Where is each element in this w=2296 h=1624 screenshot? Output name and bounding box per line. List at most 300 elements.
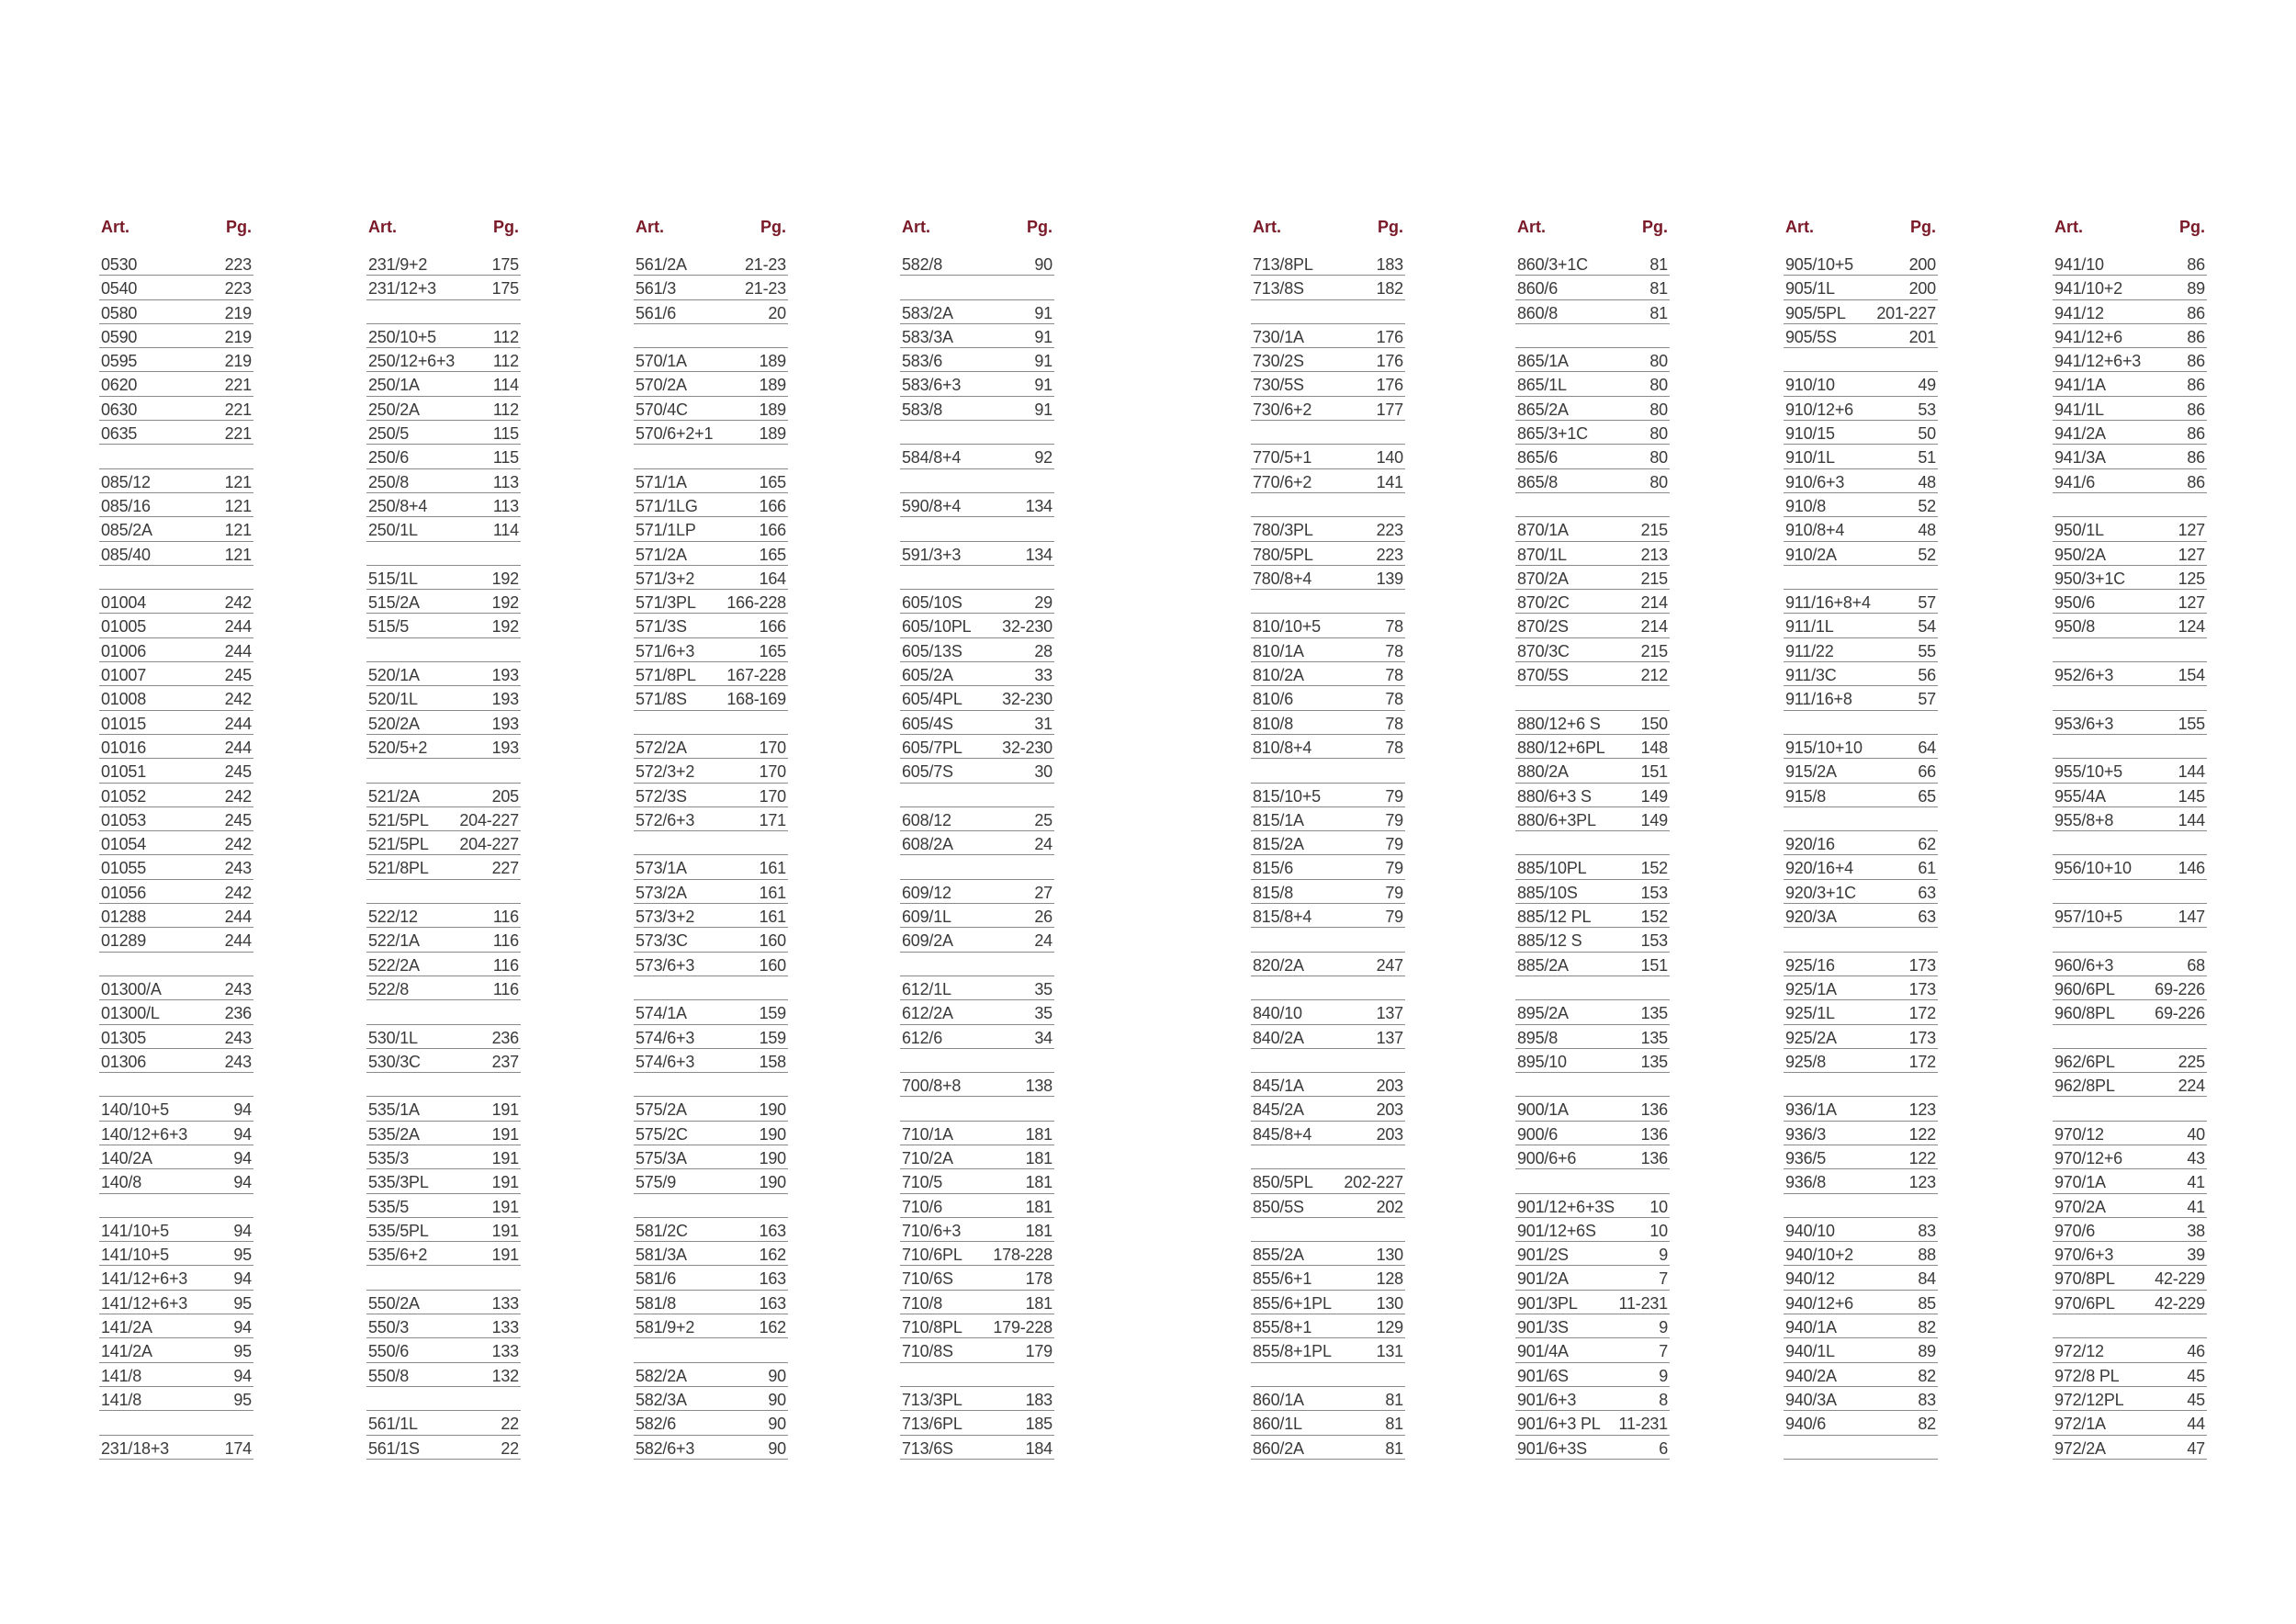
article-number: 865/1L — [1517, 376, 1567, 395]
page-number: 168-169 — [726, 690, 786, 709]
index-row-blank — [2053, 638, 2207, 662]
page-number: 166 — [759, 496, 786, 515]
article-number: 730/2S — [1253, 352, 1304, 371]
page-number: 181 — [1025, 1221, 1052, 1240]
index-row — [366, 517, 521, 541]
article-number: 141/8 — [101, 1390, 142, 1409]
page-number: 215 — [1640, 569, 1668, 588]
index-row — [2053, 324, 2207, 348]
article-number: 522/1A — [368, 931, 420, 951]
index-row — [366, 397, 521, 421]
article-number: 950/8 — [2054, 617, 2096, 637]
index-row — [1251, 904, 1405, 928]
page-number: 121 — [224, 545, 252, 564]
index-row — [1251, 711, 1405, 735]
index-row — [2053, 348, 2207, 372]
article-number: 855/6+1 — [1253, 1269, 1312, 1289]
index-row — [2053, 590, 2207, 614]
article-number: 01300/A — [101, 979, 162, 998]
page-number: 131 — [1376, 1342, 1403, 1361]
column-header — [99, 211, 253, 242]
article-number: 713/6PL — [902, 1415, 962, 1434]
index-row-blank — [99, 566, 253, 590]
article-number: 571/1A — [636, 472, 687, 491]
index-row — [900, 904, 1054, 928]
article-number: 572/3+2 — [636, 762, 695, 782]
index-row — [1251, 662, 1405, 686]
index-row-blank — [2053, 686, 2207, 710]
page-number: 115 — [492, 424, 519, 444]
page-number: 136 — [1640, 1100, 1668, 1120]
index-row — [1784, 880, 1938, 904]
index-row-blank — [99, 953, 253, 976]
page-number: 136 — [1640, 1148, 1668, 1167]
page-number: 115 — [492, 448, 519, 468]
page-number: 245 — [224, 666, 252, 685]
article-number: 865/3+1C — [1517, 424, 1588, 444]
index-row — [900, 831, 1054, 855]
page-number: 116 — [492, 908, 519, 927]
index-row — [366, 735, 521, 759]
page-number: 52 — [1918, 545, 1936, 564]
article-number: 865/2A — [1517, 400, 1569, 419]
index-row — [99, 1363, 253, 1387]
article-number: 0590 — [101, 327, 138, 346]
index-row — [2053, 855, 2207, 879]
index-row — [900, 735, 1054, 759]
page-number: 21-23 — [744, 255, 786, 274]
article-number: 250/6 — [368, 448, 410, 468]
article-number: 940/12 — [1785, 1269, 1835, 1289]
page-number: 176 — [1376, 352, 1403, 371]
page-number: 64 — [1918, 738, 1936, 757]
article-number: 730/1A — [1253, 327, 1304, 346]
index-row-blank — [99, 1411, 253, 1435]
article-number: 515/1L — [368, 569, 418, 588]
article-number: 970/12 — [2054, 1124, 2104, 1144]
page-number: 166 — [759, 521, 786, 540]
article-number: 941/12 — [2054, 303, 2104, 322]
index-row-blank — [1251, 1218, 1405, 1242]
page-number: 11-231 — [1618, 1415, 1668, 1434]
index-row — [366, 928, 521, 952]
index-row — [99, 1097, 253, 1121]
page-number: 86 — [2187, 472, 2205, 491]
index-row — [99, 397, 253, 421]
page-number: 139 — [1376, 569, 1403, 588]
article-number: 141/10+5 — [101, 1221, 169, 1240]
index-row-blank — [1251, 590, 1405, 614]
page-number: 161 — [759, 883, 786, 902]
page-number: 203 — [1376, 1077, 1403, 1096]
article-number: 01054 — [101, 835, 147, 854]
column-header — [900, 211, 1054, 242]
page-number: 221 — [224, 424, 252, 444]
article-number: 0580 — [101, 303, 138, 322]
page-number: 22 — [501, 1415, 519, 1434]
index-row — [2053, 469, 2207, 493]
column-header — [634, 211, 788, 242]
article-number: 870/5S — [1517, 666, 1569, 685]
index-row — [2053, 1169, 2207, 1193]
index-row — [1784, 1291, 1938, 1314]
index-row-blank — [1251, 421, 1405, 445]
article-number: 901/2S — [1517, 1246, 1569, 1265]
article-number: 955/8+8 — [2054, 810, 2114, 829]
page-number: 125 — [2178, 569, 2205, 588]
index-row — [1515, 1122, 1670, 1145]
page-number: 34 — [1034, 1028, 1052, 1047]
index-row — [1251, 1000, 1405, 1024]
index-row — [99, 1049, 253, 1073]
index-row — [2053, 421, 2207, 445]
article-number: 936/1A — [1785, 1100, 1837, 1120]
index-row — [634, 276, 788, 299]
index-row-blank — [634, 1338, 788, 1362]
article-number: 870/2C — [1517, 593, 1570, 613]
article-number: 572/2A — [636, 738, 687, 757]
article-number: 01056 — [101, 883, 147, 902]
index-row — [99, 880, 253, 904]
index-row — [366, 1338, 521, 1362]
article-number: 713/8PL — [1253, 255, 1313, 274]
page-number: 166 — [759, 617, 786, 637]
article-number: 550/3 — [368, 1318, 410, 1337]
index-row-blank — [1251, 1049, 1405, 1073]
index-row — [99, 759, 253, 783]
index-row — [634, 614, 788, 637]
page-number: 79 — [1385, 883, 1403, 902]
pg-header: Pg. — [2178, 218, 2205, 236]
page-number: 114 — [492, 521, 519, 540]
page-number: 224 — [2178, 1077, 2205, 1096]
index-column-6 — [1515, 211, 1670, 1460]
index-row — [634, 517, 788, 541]
page-number: 79 — [1385, 835, 1403, 854]
article-number: 910/15 — [1785, 424, 1835, 444]
page-number: 92 — [1034, 448, 1052, 468]
index-row — [1251, 735, 1405, 759]
page-number: 203 — [1376, 1100, 1403, 1120]
art-header: Art. — [1253, 218, 1281, 236]
article-number: 612/2A — [902, 1004, 953, 1023]
page-number: 149 — [1640, 810, 1668, 829]
page-number: 137 — [1376, 1004, 1403, 1023]
index-row — [1784, 372, 1938, 396]
article-number: 231/18+3 — [101, 1438, 169, 1458]
page-number: 204-227 — [459, 810, 519, 829]
index-row — [1515, 784, 1670, 807]
article-number: 250/1L — [368, 521, 418, 540]
index-row-blank — [1251, 928, 1405, 952]
index-row-blank — [2053, 1097, 2207, 1121]
page-number: 26 — [1034, 908, 1052, 927]
page-number: 160 — [759, 931, 786, 951]
article-number: 950/3+1C — [2054, 569, 2125, 588]
page-number: 44 — [2187, 1415, 2205, 1434]
page-number: 160 — [759, 955, 786, 975]
index-row — [1784, 1338, 1938, 1362]
article-number: 855/2A — [1253, 1246, 1304, 1265]
article-number: 581/8 — [636, 1293, 677, 1313]
article-number: 901/6+3 PL — [1517, 1415, 1601, 1434]
page-number: 173 — [1908, 979, 1936, 998]
article-number: 530/1L — [368, 1028, 418, 1047]
article-number: 609/1L — [902, 908, 951, 927]
article-number: 521/2A — [368, 786, 420, 806]
article-number: 605/2A — [902, 666, 953, 685]
index-row — [99, 1314, 253, 1338]
article-number: 01008 — [101, 690, 147, 709]
article-number: 605/10S — [902, 593, 962, 613]
article-number: 970/6PL — [2054, 1293, 2115, 1313]
page-number: 9 — [1659, 1318, 1668, 1337]
page-number: 214 — [1640, 593, 1668, 613]
index-row — [1784, 1122, 1938, 1145]
article-number: 0630 — [101, 400, 138, 419]
article-number: 940/12+6 — [1785, 1293, 1853, 1313]
index-row — [634, 372, 788, 396]
page-number: 91 — [1034, 376, 1052, 395]
article-number: 571/1LP — [636, 521, 696, 540]
article-number: 605/7PL — [902, 738, 962, 757]
page-number: 85 — [1918, 1293, 1936, 1313]
index-row — [1784, 855, 1938, 879]
page-number: 243 — [224, 859, 252, 878]
article-number: 810/8 — [1253, 714, 1294, 733]
index-row — [1515, 1338, 1670, 1362]
article-number: 915/2A — [1785, 762, 1837, 782]
page-number: 90 — [768, 1415, 786, 1434]
index-row — [634, 469, 788, 493]
index-row — [366, 445, 521, 468]
page-number: 134 — [1025, 545, 1052, 564]
page-number: 170 — [759, 786, 786, 806]
article-number: 0540 — [101, 279, 138, 299]
index-row — [99, 735, 253, 759]
page-number: 21-23 — [744, 279, 786, 299]
index-row — [900, 1338, 1054, 1362]
article-number: 085/40 — [101, 545, 151, 564]
index-row — [900, 1266, 1054, 1290]
article-number: 925/1A — [1785, 979, 1837, 998]
page-number: 148 — [1640, 738, 1668, 757]
article-number: 895/2A — [1517, 1004, 1569, 1023]
index-row — [1515, 614, 1670, 637]
index-row — [1515, 1242, 1670, 1266]
index-row — [2053, 1194, 2207, 1218]
index-row — [1784, 662, 1938, 686]
index-row — [1784, 300, 1938, 324]
page-number: 94 — [233, 1124, 252, 1144]
index-row-blank — [1515, 1169, 1670, 1193]
index-row — [634, 397, 788, 421]
article-number: 905/5S — [1785, 327, 1837, 346]
index-row — [99, 300, 253, 324]
page-number: 121 — [224, 496, 252, 515]
article-number: 605/4PL — [902, 690, 962, 709]
page-number: 82 — [1918, 1318, 1936, 1337]
index-row — [900, 1314, 1054, 1338]
index-row — [634, 421, 788, 445]
index-row — [900, 542, 1054, 566]
index-row — [99, 928, 253, 952]
article-number: 880/12+6 S — [1517, 714, 1601, 733]
page-number: 162 — [759, 1318, 786, 1337]
index-row — [1251, 348, 1405, 372]
index-row — [900, 348, 1054, 372]
index-row-blank — [2053, 831, 2207, 855]
article-number: 522/12 — [368, 908, 418, 927]
page-number: 79 — [1385, 786, 1403, 806]
page-number: 183 — [1025, 1390, 1052, 1409]
page-number: 95 — [233, 1390, 252, 1409]
article-number: 810/8+4 — [1253, 738, 1312, 757]
article-number: 920/3+1C — [1785, 883, 1856, 902]
article-number: 573/1A — [636, 859, 687, 878]
page-number: 8 — [1659, 1390, 1668, 1409]
index-row — [99, 662, 253, 686]
index-row — [2053, 300, 2207, 324]
article-number: 609/12 — [902, 883, 951, 902]
index-row — [366, 953, 521, 976]
article-number: 0530 — [101, 255, 138, 274]
page-number: 122 — [1908, 1148, 1936, 1167]
page-number: 22 — [501, 1438, 519, 1458]
index-row — [99, 1387, 253, 1411]
index-row — [900, 759, 1054, 783]
index-row — [634, 759, 788, 783]
article-number: 815/1A — [1253, 810, 1304, 829]
page-number: 57 — [1918, 690, 1936, 709]
index-row — [1515, 1436, 1670, 1460]
index-row — [1251, 1338, 1405, 1362]
article-number: 609/2A — [902, 931, 953, 951]
page-number: 242 — [224, 690, 252, 709]
index-row — [900, 324, 1054, 348]
article-number: 612/1L — [902, 979, 951, 998]
page-number: 191 — [491, 1197, 519, 1216]
article-number: 911/16+8 — [1785, 690, 1852, 709]
article-number: 860/1A — [1253, 1390, 1304, 1409]
article-number: 713/3PL — [902, 1390, 962, 1409]
page-number: 200 — [1908, 279, 1936, 299]
page-number: 123 — [1908, 1173, 1936, 1192]
article-number: 550/2A — [368, 1293, 420, 1313]
page-number: 221 — [224, 376, 252, 395]
article-number: 521/5PL — [368, 835, 429, 854]
article-number: 900/6+6 — [1517, 1148, 1577, 1167]
page-number: 190 — [759, 1173, 786, 1192]
page-number: 236 — [224, 1004, 252, 1023]
article-number: 880/6+3 S — [1517, 786, 1592, 806]
page-number: 152 — [1640, 908, 1668, 927]
page-number: 86 — [2187, 303, 2205, 322]
page-number: 242 — [224, 786, 252, 806]
index-row — [99, 1145, 253, 1169]
index-row — [1515, 662, 1670, 686]
page-number: 86 — [2187, 424, 2205, 444]
page-number: 48 — [1918, 472, 1936, 491]
index-row — [1251, 1411, 1405, 1435]
page-number: 191 — [491, 1148, 519, 1167]
article-number: 582/6+3 — [636, 1438, 695, 1458]
index-column-7 — [1784, 211, 1938, 1460]
index-row — [1251, 542, 1405, 566]
index-row — [2053, 807, 2207, 831]
article-number: 815/6 — [1253, 859, 1294, 878]
article-number: 583/3A — [902, 327, 953, 346]
index-row — [1784, 638, 1938, 662]
page-number: 38 — [2187, 1221, 2205, 1240]
index-row — [2053, 784, 2207, 807]
article-number: 960/8PL — [2054, 1004, 2115, 1023]
article-number: 910/12+6 — [1785, 400, 1853, 419]
page-number: 175 — [491, 279, 519, 299]
index-row — [99, 1266, 253, 1290]
article-number: 885/10S — [1517, 883, 1578, 902]
index-row — [99, 1122, 253, 1145]
page-number: 183 — [1376, 255, 1403, 274]
index-row — [1251, 614, 1405, 637]
page-number: 242 — [224, 883, 252, 902]
index-row-blank — [2053, 880, 2207, 904]
index-row — [1251, 372, 1405, 396]
index-row — [1251, 1436, 1405, 1460]
article-number: 01015 — [101, 714, 147, 733]
article-number: 915/10+10 — [1785, 738, 1863, 757]
page-number: 223 — [1376, 521, 1403, 540]
page-number: 189 — [759, 376, 786, 395]
page-number: 145 — [2178, 786, 2205, 806]
index-row — [1784, 1363, 1938, 1387]
index-row — [1515, 517, 1670, 541]
index-row — [1515, 928, 1670, 952]
index-row-blank — [634, 1194, 788, 1218]
index-row — [1515, 807, 1670, 831]
article-number: 01055 — [101, 859, 147, 878]
article-number: 710/8PL — [902, 1318, 962, 1337]
page-number: 190 — [759, 1100, 786, 1120]
page-number: 86 — [2187, 352, 2205, 371]
page-number: 78 — [1385, 690, 1403, 709]
page-number: 83 — [1918, 1221, 1936, 1240]
article-number: 780/8+4 — [1253, 569, 1312, 588]
article-number: 520/1A — [368, 666, 420, 685]
index-row-blank — [1515, 1073, 1670, 1097]
index-row — [99, 614, 253, 637]
index-row — [1515, 1363, 1670, 1387]
index-row — [634, 1218, 788, 1242]
article-number: 141/2A — [101, 1342, 152, 1361]
index-row — [366, 711, 521, 735]
page-number: 151 — [1640, 955, 1668, 975]
article-number: 901/6+3 — [1517, 1390, 1577, 1409]
article-number: 571/8S — [636, 690, 687, 709]
article-number: 250/2A — [368, 400, 420, 419]
article-number: 870/1A — [1517, 521, 1569, 540]
index-column-4 — [900, 211, 1054, 1460]
index-row — [366, 372, 521, 396]
page-number: 81 — [1649, 279, 1668, 299]
page-number: 172 — [1908, 1004, 1936, 1023]
index-row — [634, 1363, 788, 1387]
article-number: 941/1L — [2054, 400, 2104, 419]
index-row — [366, 1218, 521, 1242]
article-number: 970/6 — [2054, 1221, 2096, 1240]
article-number: 940/6 — [1785, 1415, 1827, 1434]
page-number: 122 — [1908, 1124, 1936, 1144]
